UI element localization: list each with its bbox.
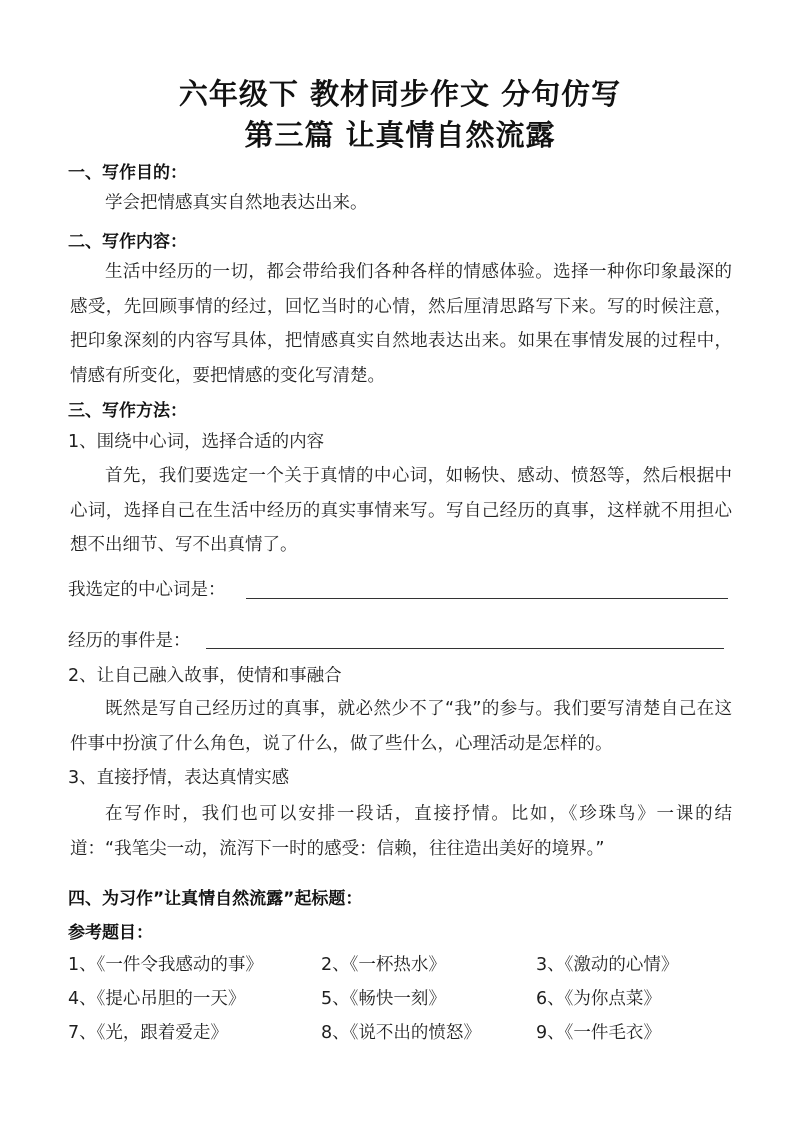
topic-item: 7、《光，跟着爱走》 <box>68 1023 228 1043</box>
method-1-text: 首先，我们要选定一个关于真情的中心词，如畅快、感动、愤怒等，然后根据中心词，选择自己在生活中经历的真实事情来写。写自己经历的真事，这样就不用担心想不出细节、写不出真情了。 <box>70 466 732 555</box>
topic-item: 3、《激动的心情》 <box>536 955 679 975</box>
section-heading-purpose: 一、写作目的： <box>68 163 187 183</box>
section-heading-content: 二、写作内容： <box>68 232 187 252</box>
purpose-text: 学会把情感真实自然地表达出来。 <box>105 193 368 213</box>
section-heading-method: 三、写作方法： <box>68 401 187 421</box>
topic-item: 8、《说不出的愤怒》 <box>321 1023 481 1043</box>
topic-item: 5、《畅快一刻》 <box>321 989 446 1009</box>
page-subtitle: 第三篇 让真情自然流露 <box>244 118 556 152</box>
method-3-title: 3、直接抒情，表达真情实感 <box>68 768 290 788</box>
keyword-fill-blank[interactable] <box>246 598 728 599</box>
content-text: 生活中经历的一切，都会带给我们各种各样的情感体验。选择一种你印象最深的感受，先回顾事情的经过，回忆当时的心情，然后厘清思路写下来。写的时候注意，把印象深刻的内容写具体，把情感真实自然地表达出来。如果在事情发展的过程中，情感有所变化，要把情感的变化写清楚。 <box>70 262 732 386</box>
event-fill-blank[interactable] <box>206 648 724 649</box>
method-3-text: 在写作时，我们也可以安排一段话，直接抒情。比如，《珍珠鸟》一课的结道：“我笔尖一动，流泻下一时的感受：信赖，往往造出美好的境界。” <box>70 804 732 859</box>
topic-item: 4、《提心吊胆的一天》 <box>68 989 246 1009</box>
reference-titles-label: 参考题目： <box>68 923 153 943</box>
keyword-fill-label: 我选定的中心词是： <box>68 580 226 600</box>
event-fill-label: 经历的事件是： <box>68 631 191 651</box>
method-1-title: 1、围绕中心词，选择合适的内容 <box>68 432 325 452</box>
topic-item: 6、《为你点菜》 <box>536 989 661 1009</box>
section-heading-titles: 四、为习作”让真情自然流露”起标题： <box>68 889 363 909</box>
topic-item: 9、《一件毛衣》 <box>536 1023 661 1043</box>
method-2-text: 既然是写自己经历过的真事，就必然少不了“我”的参与。我们要写清楚自己在这件事中扮演了什么角色，说了什么，做了些什么，心理活动是怎样的。 <box>70 699 732 754</box>
topic-item: 1、《一件令我感动的事》 <box>68 955 263 975</box>
topic-item: 2、《一杯热水》 <box>321 955 446 975</box>
method-2-title: 2、让自己融入故事，使情和事融合 <box>68 666 342 686</box>
page-title: 六年级下 教材同步作文 分句仿写 <box>178 77 622 111</box>
